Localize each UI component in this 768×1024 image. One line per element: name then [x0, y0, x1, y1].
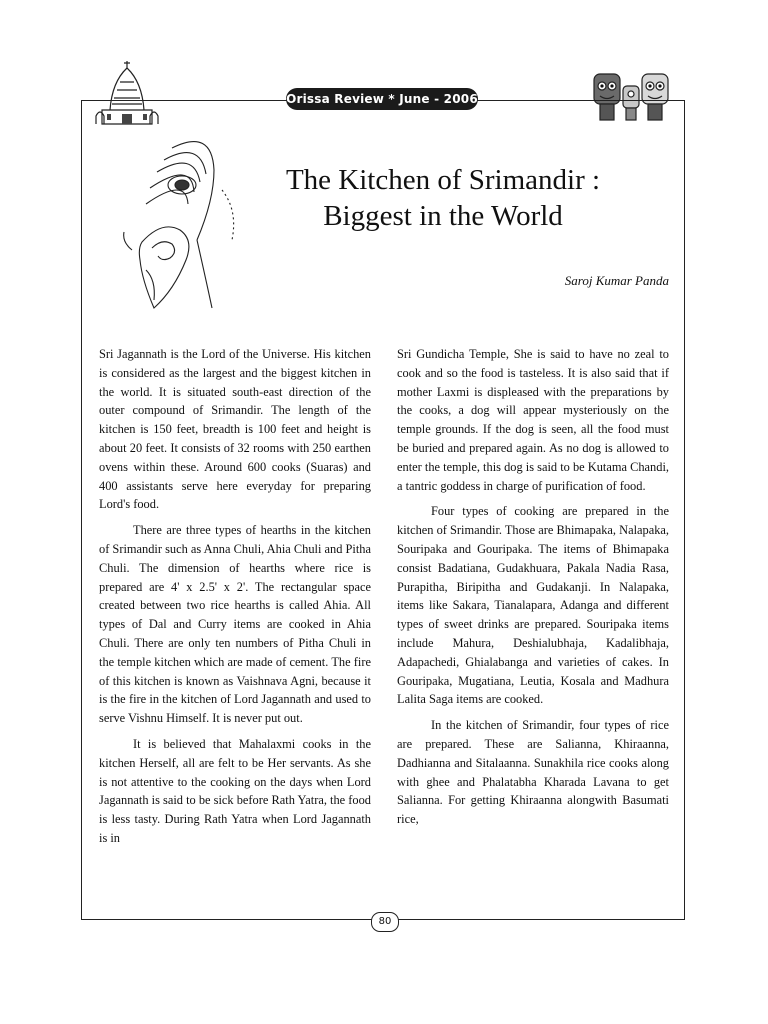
title-line-1: The Kitchen of Srimandir :	[285, 164, 601, 196]
paragraph: Sri Jagannath is the Lord of the Universe. His kitchen is considered as the largest and the biggest kitchen in the world. It is situated south-east direction of the outer compound of Srimandir. The length of the kitchen is 150 feet, breadth is 100 feet and height is about 20 feet. It consists of 32 rooms with 250 earthen ovens within these. Around 600 cooks (Suaras) and 400 assistants serve here everyday for preparing Lord's food.	[99, 347, 371, 512]
peacock-feather-conch-illustration	[102, 130, 244, 310]
title-line-2: Biggest in the World	[323, 200, 563, 232]
right-column	[397, 345, 669, 836]
publication-header: Orissa Review * June - 2006	[286, 88, 478, 110]
page-number: 80	[371, 912, 399, 932]
paragraph: Sri Gundicha Temple, She is said to have no zeal to cook and so the food is tasteless. It is also said that if mother Laxmi is displeased with the preparations by the cooks, a dog will appear mysteriously on the temple grounds. If the dog is seen, all the food must be buried and prepared again. As no dog is allowed to enter the temple, this dog is said to be Kutama Chandi, a tantric goddess in charge of purification of food.	[397, 347, 669, 493]
left-column	[99, 345, 371, 855]
author-byline: Saroj Kumar Panda	[564, 273, 669, 288]
paragraph: Four types of cooking are prepared in the kitchen of Srimandir. Those are Bhimapaka, Nalapaka, Souripaka and Gouripaka. The items of Bhimapaka consist Badatiana, Gudakhuara, Pakala Nadia Rasa, Purapitha, Biripitha and Gudakanji. In Nalapaka, items like Sakara, Tianalapara, Adanga and different types of sweet drinks are prepared. Souripaka items include Mahura, Deshialubhaja, Kadalibhaja, Adapachedi, Ghialabanga and varieties of cakes. In Gouripaka, Mugatiana, Leutia, Kosala and Madhura Lalita Saga items are cooked.	[397, 504, 669, 707]
article-title	[250, 162, 636, 234]
paragraph: There are three types of hearths in the kitchen of Srimandir such as Anna Chuli, Ahia Chuli and Pitha Chuli. The dimension of hearths where rice is prepared are 4' x 2.5' x 2'. The rectangular space created between two rice hearths is called Ahia. All types of Dal and Curry items are cooked in Ahia Chuli. There are only ten numbers of Pitha Chuli in the temple kitchen which are made of cement. The fire of this kitchen is known as Vaishnava Agni, because it is the fire in the kitchen of Lord Jagannath and used to serve Vishnu Himself. It is never put out.	[99, 523, 371, 726]
paragraph: In the kitchen of Srimandir, four types of rice are prepared. These are Salianna, Khiraanna, Dadhianna and Sitalaanna. Sunakhila rice cooks along with ghee and Phalatabha Kharada Lavana to get Salianna. For getting Khiraanna alongwith Basumati rice,	[397, 718, 669, 827]
paragraph: It is believed that Mahalaxmi cooks in the kitchen Herself, all are felt to be Her servants. As she is not attentive to the cooking on the days when Lord Jagannath is said to be sick before Rath Yatra, the food is less tasty. During Rath Yatra when Lord Jagannath is in	[99, 736, 371, 845]
